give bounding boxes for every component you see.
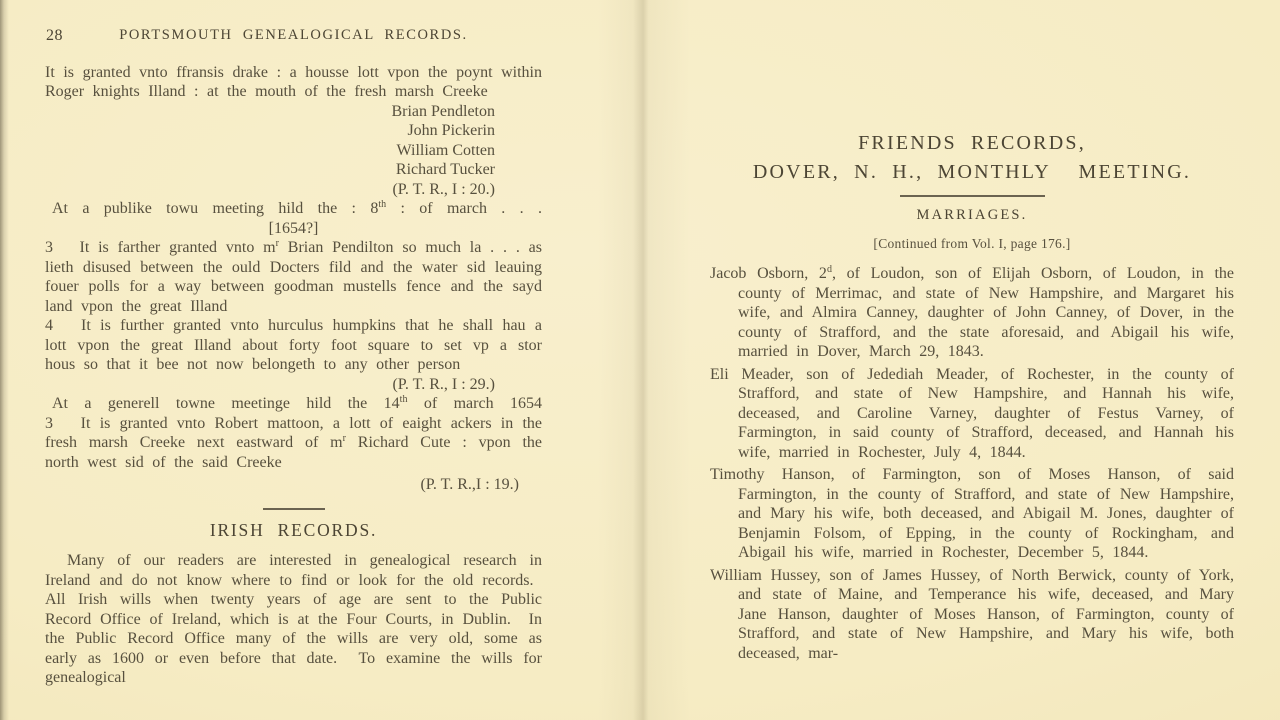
left-page [45, 26, 542, 688]
right-page [710, 134, 1234, 666]
grant-mattoon-paragraph [45, 414, 542, 473]
text-segment: Timothy Hanson, of Farmington, son of Moses Hanson, of said Farmington, in the county of Strafford, and state of New Hampshire, and Mary his wife, both deceased, and Abigail M. Jones, daughter of Benjamin Folsom, of Epping, in the county of Rockingham, and Abigail his wife, married in Rochester, December 5, 1844. [710, 466, 1234, 561]
marriage-entry-osborn [710, 264, 1234, 362]
section-divider [263, 508, 325, 510]
signature-item: Richard Tucker [395, 161, 495, 178]
text-segment: Brian Pendilton so much la . . . as lieth disused between the ould Docters fild and the water sid leauing fouer polls for a way between goodman mustells fence and the sayd land vpon the great Illand [45, 239, 543, 315]
grant-francis-drake-paragraph: It is granted vnto ffransis drake : a housse lott vpon the poynt within Roger knights Illand : at the mouth of the fresh marsh Creeke [45, 63, 542, 100]
general-town-meeting-line [45, 394, 542, 414]
book-gutter-seam [598, 0, 690, 720]
signature-item: Brian Pendleton [391, 102, 495, 120]
superscript: r [275, 238, 279, 249]
marriage-entry-hanson [710, 465, 1234, 563]
irish-records-paragraph: Many of our readers are interested in genealogical research in Ireland and do not know where to find or look for the old records. All Irish wills when twenty years of age are sent to the Public Record Office of Ireland, which is at the Four Courts, in Dublin. In the Public Record Office many of the wills are very old, some as early as 1600 or even before that date. To examine the wills for genealogical [45, 552, 542, 686]
source-reference: (P. T. R., I : 20.) [392, 180, 495, 198]
title-divider [900, 195, 1045, 197]
text-segment: 3 It is farther granted vnto m [45, 239, 276, 256]
superscript: r [342, 433, 346, 444]
marriage-entries [710, 264, 1234, 663]
superscript: d [826, 264, 832, 275]
left-page-header [45, 26, 542, 46]
superscript: th [399, 394, 408, 405]
source-reference: (P. T. R., I : 29.) [392, 375, 495, 393]
page-edge-shadow [0, 0, 9, 720]
text-segment: Eli Meader, son of Jedediah Meader, of Rochester, in the county of Strafford, and state of New Hampshire, and Hannah his wife, deceased, and Caroline Varney, daughter of Festus Varney, of Farmington, in said county of Strafford, deceased, and Hannah his wife, married in Rochester, July 4, 1844. [710, 365, 1234, 461]
text-segment: At a publike towu meeting hild the : 8 [52, 200, 379, 217]
text-segment: Richard Cute : vpon the north west sid of the said Creeke [45, 434, 543, 471]
running-title: PORTSMOUTH GENEALOGICAL RECORDS. [119, 27, 468, 43]
source-reference: (P. T. R.,I : 19.) [420, 476, 519, 493]
text-segment: William Hussey, son of James Hussey, of North Berwick, county of York, and state of Maine, and Temperance his wife, deceased, and Mary Jane Hanson, daughter of Moses Hanson, of Farmington, county of Strafford, and state of New Hampshire, and Mary his wife, both deceased, mar- [710, 566, 1234, 662]
marriages-heading: MARRIAGES. [916, 207, 1028, 223]
grant-humpkins-paragraph: 4 It is further granted vnto hurculus humpkins that he shall hau a lott vpon the great Illand about forty foot square to set vp a stor hous so that it bee not now belongeth to any other person [45, 317, 542, 373]
marriage-entry-hussey [710, 566, 1234, 664]
text-segment: At a generell towne meetinge hild the 14 [52, 395, 400, 412]
signature-item: John Pickerin [407, 122, 495, 139]
continued-note: [Continued from Vol. I, page 176.] [873, 235, 1071, 251]
marriage-entry-meader [710, 365, 1234, 463]
text-segment: of march 1654 [407, 395, 542, 412]
grant-pendilton-paragraph [45, 238, 542, 316]
town-meeting-line-1654 [45, 199, 542, 219]
dover-monthly-meeting-title: DOVER, N. H., MONTHLY MEETING. [752, 160, 1192, 183]
irish-records-heading: IRISH RECORDS. [209, 519, 378, 540]
page-number: 28 [46, 27, 63, 44]
text-segment: 3 It is granted vnto Robert mattoon, a lott of eaight ackers in the fresh marsh Creeke next eastward of m [45, 414, 542, 451]
signature-item: William Cotten [396, 141, 495, 159]
bracketed-date: [1654?] [268, 219, 319, 237]
friends-records-title: FRIENDS RECORDS, [858, 132, 1086, 154]
text-segment: , of Loudon, son of Elijah Osborn, of Loudon, in the county of Merrimac, and state of New Hampshire, and Margaret his wife, and Almira Canney, daughter of John Canney, of Dover, in the county of Strafford, and the state aforesaid, and Abigail his wife, married in Dover, March 29, 1843. [738, 265, 1234, 360]
text-segment: : of march . . . [386, 200, 543, 217]
text-segment: Jacob Osborn, 2 [710, 265, 827, 282]
signature-list [45, 102, 542, 200]
superscript: th [378, 199, 387, 210]
